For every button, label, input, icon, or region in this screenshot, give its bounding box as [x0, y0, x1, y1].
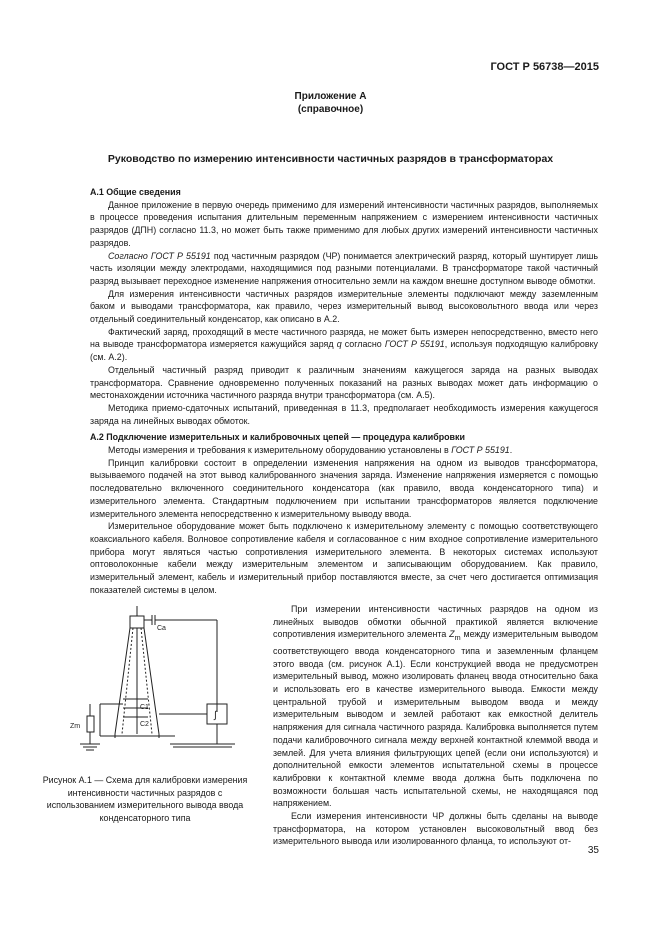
- right-column-text: [273, 603, 598, 848]
- page-number: 35: [587, 845, 599, 856]
- paragraph: Фактический заряд, проходящий в месте частичного разряда, не может быть измерен непосредственно, вместо него на выводе трансформатора измеряется кажущийся заряд q согласно ГОСТ Р 55191, используя подходящую калибровку (см. А.2).: [90, 326, 598, 363]
- figure-caption: Рисунок А.1 — Схема для калибровки измерения интенсивности частичных разрядов с использованием измерительного вывода ввода конденсаторного типа: [42, 775, 248, 824]
- paragraph: При измерении интенсивности частичных разрядов на одном из линейных выводов обмотки обычной практикой является включение сопротивления измерительного элемента $Z_m$ между измерительным выводом соответствующего ввода конденсаторного типа и заземленным фланцем этого ввода (см. рисунок А.1). Если конструкцией ввода не предусмотрен измерительный вывод, можно изолировать фланец ввода относительно бака и использовать его в качестве измерительного вывода. Емкости между центральной трубой и измерительным выводом ввода и между измерительным выводом и землей работают как емкостной делитель напряжения для сигнала частичного разряда. Калибровка выполняется путем подачи калибровочного сигнала между верхней контактной клеммой ввода и землей. Для учета влияния фильтрующих цепей (если они используются) и дополнительной емкости элементов испытательной схемы в процессе калибровки к контактной клемме ввода должна быть подключена по возможности большая часть испытательной схемы, не находящаяся под напряжением.: [273, 604, 598, 809]
- reference: ГОСТ Р 55191: [451, 445, 510, 456]
- paragraph: Методика приемо-сдаточных испытаний, приведенная в 11.3, предполагает необходимость измерения кажущегося заряда на линейных выводах обмоток.: [90, 402, 598, 426]
- reference: Согласно ГОСТ Р 55191: [108, 250, 211, 261]
- measuring-impedance: [87, 716, 94, 732]
- paragraph: Методы измерения и требования к измерительному оборудованию установлены в ГОСТ Р 55191.: [108, 445, 513, 456]
- paragraph: Согласно ГОСТ Р 55191 под частичным разрядом (ЧР) понимается электрический разряд, который шунтирует лишь часть изоляции между электродами, находящимися под разными потенциалами. В трансформаторе такой частичный разряд вызывает переходное изменение напряжения относительно земли на каждом внешне доступном выводе обмотки.: [90, 250, 598, 286]
- annex-type: (справочное): [297, 104, 364, 115]
- paragraph: Данное приложение в первую очередь применимо для измерений интенсивности частичных разрядов, выполняемых в процессе проведения испытания длительным переменным напряжением с измерением интенсивности частичных разрядов (ДПН) согласно 11.3, но может быть также применимо для любых других измерений интенсивности частичных разрядов.: [90, 199, 598, 248]
- section-heading-a2: А.2 Подключение измерительных и калибровочных цепей — процедура калибровки: [90, 432, 465, 443]
- standard-code: ГОСТ Р 56738—2015: [490, 61, 599, 73]
- bushing-terminal: [130, 616, 144, 628]
- label-ca: Ca: [157, 625, 166, 632]
- paragraph: Отдельный частичный разряд приводит к различным значениям кажущегося заряда на разных выводах трансформатора. Сравнение одновременно полученных показаний на разных выводах может дать информацию о местонахождении источника частичного разряда внутри трансформатора (см. А.5).: [90, 364, 598, 401]
- label-integrator: ∫: [214, 710, 217, 721]
- paragraph: Для измерения интенсивности частичных разрядов измерительные элементы подключают между заземленным баком и выводами трансформатора, как правило, через измерительный вывод высоковольтного ввода или через отдельный соединительный конденсатор, как описано в А.2.: [90, 288, 598, 325]
- paragraph: Измерительное оборудование может быть подключено к измерительному элементу с помощью соответствующего коаксиального кабеля. Волновое сопротивление кабеля и согласованное с ним входное сопротивление измерительного прибора могут являться частью сопротивления измерительного элемента. В некоторых системах используют оптоволоконные кабели между измерительным элементом и записывающим оборудованием. Как правило, измерительный элемент, кабель и измерительный прибор поставляются вместе, за счет чего достигается оптимизация показателей системы в целом.: [90, 521, 598, 595]
- paragraph: Принцип калибровки состоит в определении изменения напряжения на одном из выводов трансформатора, вызываемого подачей на этот вывод калиброванного значения заряда. Изменение напряжения измеряется с помощью последовательно включенного соединительного конденсатора (как правило, ввода конденсаторного типа) и измерительного элемента. Стандартным подключением при испытании трансформаторов является подключение измерительного элемента непосредственно к измерительному выводу ввода.: [90, 457, 598, 519]
- label-zm: Zm: [70, 723, 81, 730]
- paragraph: Если измерения интенсивности ЧР должны быть сделаны на выводе трансформатора, на котором установлен высоковольтный ввод без измерительного вывода или изолированного фланца, то используют от-: [273, 811, 598, 847]
- annex-name: Приложение А: [294, 91, 367, 102]
- main-text: [90, 186, 598, 597]
- reference: ГОСТ Р 55191: [384, 339, 445, 350]
- annex-heading: [0, 90, 661, 116]
- annex-title: Руководство по измерению интенсивности частичных разрядов в трансформаторах: [107, 153, 554, 165]
- label-c2: C2: [140, 721, 149, 728]
- circuit-figure: [60, 604, 260, 769]
- section-heading-a1: А.1 Общие сведения: [90, 187, 181, 197]
- label-c1: C1: [140, 704, 149, 711]
